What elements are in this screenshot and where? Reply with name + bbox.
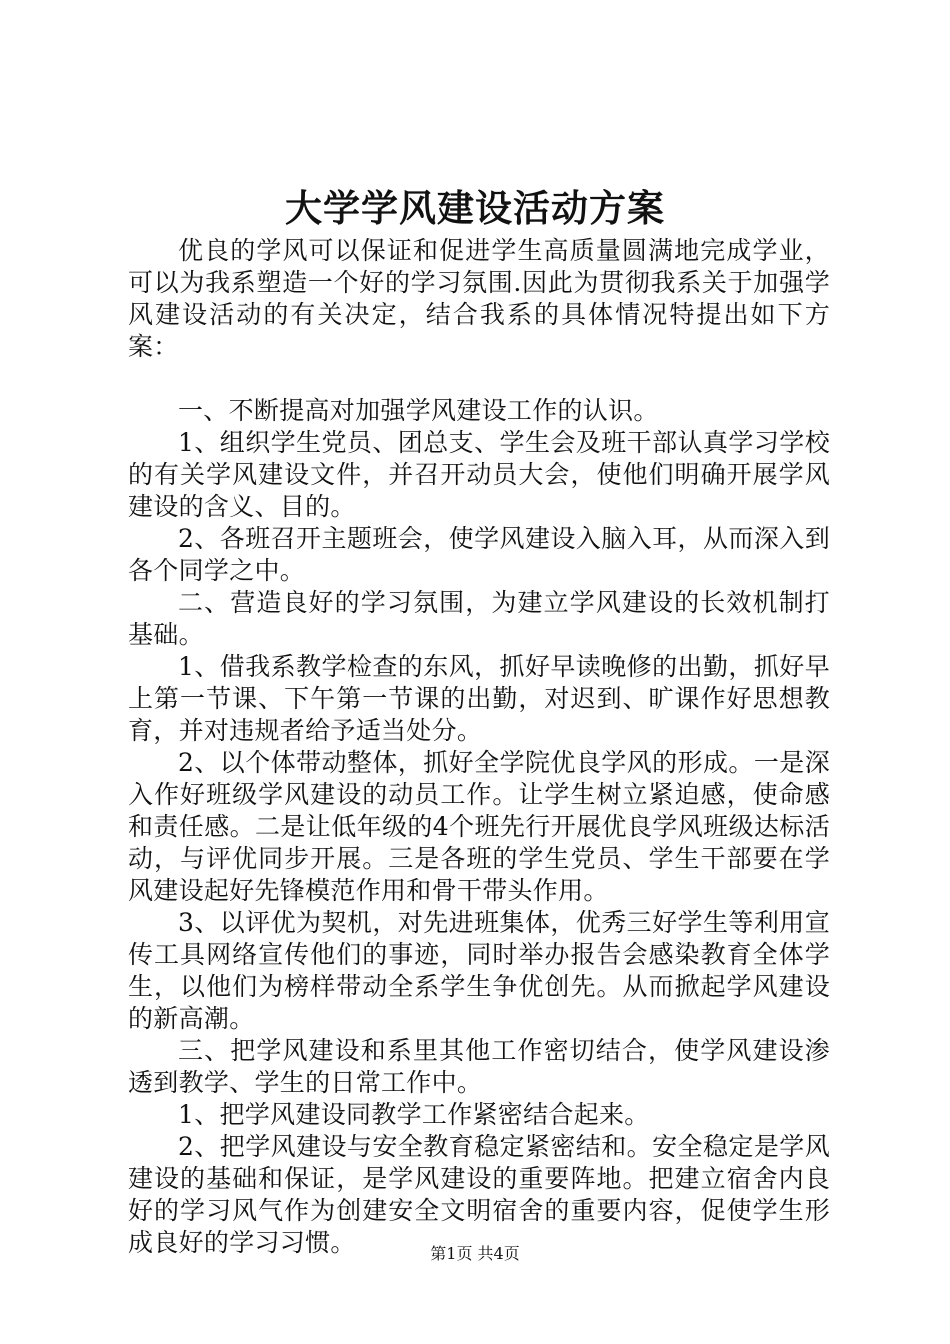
document-title: 大学学风建设活动方案 <box>285 186 665 230</box>
document-body <box>128 235 830 1259</box>
paragraph-1-1: 1、组织学生党员、团总支、学生会及班干部认真学习学校的有关学风建设文件，并召开动员大会，使他们明确开展学风建设的含义、目的。 <box>128 428 830 521</box>
paragraph-2-3: 3、以评优为契机，对先进班集体，优秀三好学生等利用宣传工具网络宣传他们的事迹，同时举办报告会感染教育全体学生，以他们为榜样带动全系学生争优创先。从而掀起学风建设的新高潮。 <box>128 908 830 1033</box>
paragraph-intro: 优良的学风可以保证和促进学生高质量圆满地完成学业，可以为我系塑造一个好的学习氛围.因此为贯彻我系关于加强学风建设活动的有关决定，结合我系的具体情况特提出如下方案： <box>128 236 830 361</box>
paragraph-section-2: 二、营造良好的学习氛围，为建立学风建设的长效机制打基础。 <box>128 588 830 649</box>
paragraph-section-3: 三、把学风建设和系里其他工作密切结合，使学风建设渗透到教学、学生的日常工作中。 <box>128 1036 830 1097</box>
paragraph-section-1: 一、不断提高对加强学风建设工作的认识。 <box>178 396 659 425</box>
paragraph-3-2: 2、把学风建设与安全教育稳定紧密结和。安全稳定是学风建设的基础和保证，是学风建设的重要阵地。把建立宿舍内良好的学习风气作为创建安全文明宿舍的重要内容，促使学生形成良好的学习习惯。 <box>128 1132 830 1257</box>
page-number-footer: 第1页 共4页 <box>430 1244 520 1263</box>
paragraph-3-1: 1、把学风建设同教学工作紧密结合起来。 <box>178 1100 650 1129</box>
paragraph-1-2: 2、各班召开主题班会，使学风建设入脑入耳，从而深入到各个同学之中。 <box>128 524 830 585</box>
paragraph-2-2: 2、以个体带动整体，抓好全学院优良学风的形成。一是深入作好班级学风建设的动员工作。让学生树立紧迫感，使命感和责任感。二是让低年级的4个班先行开展优良学风班级达标活动，与评优同步开展。三是各班的学生党员、学生干部要在学风建设起好先锋模范作用和骨干带头作用。 <box>128 748 830 905</box>
paragraph-2-1: 1、借我系教学检查的东风，抓好早读晚修的出勤，抓好早上第一节课、下午第一节课的出勤，对迟到、旷课作好思想教育，并对违规者给予适当处分。 <box>128 652 830 745</box>
